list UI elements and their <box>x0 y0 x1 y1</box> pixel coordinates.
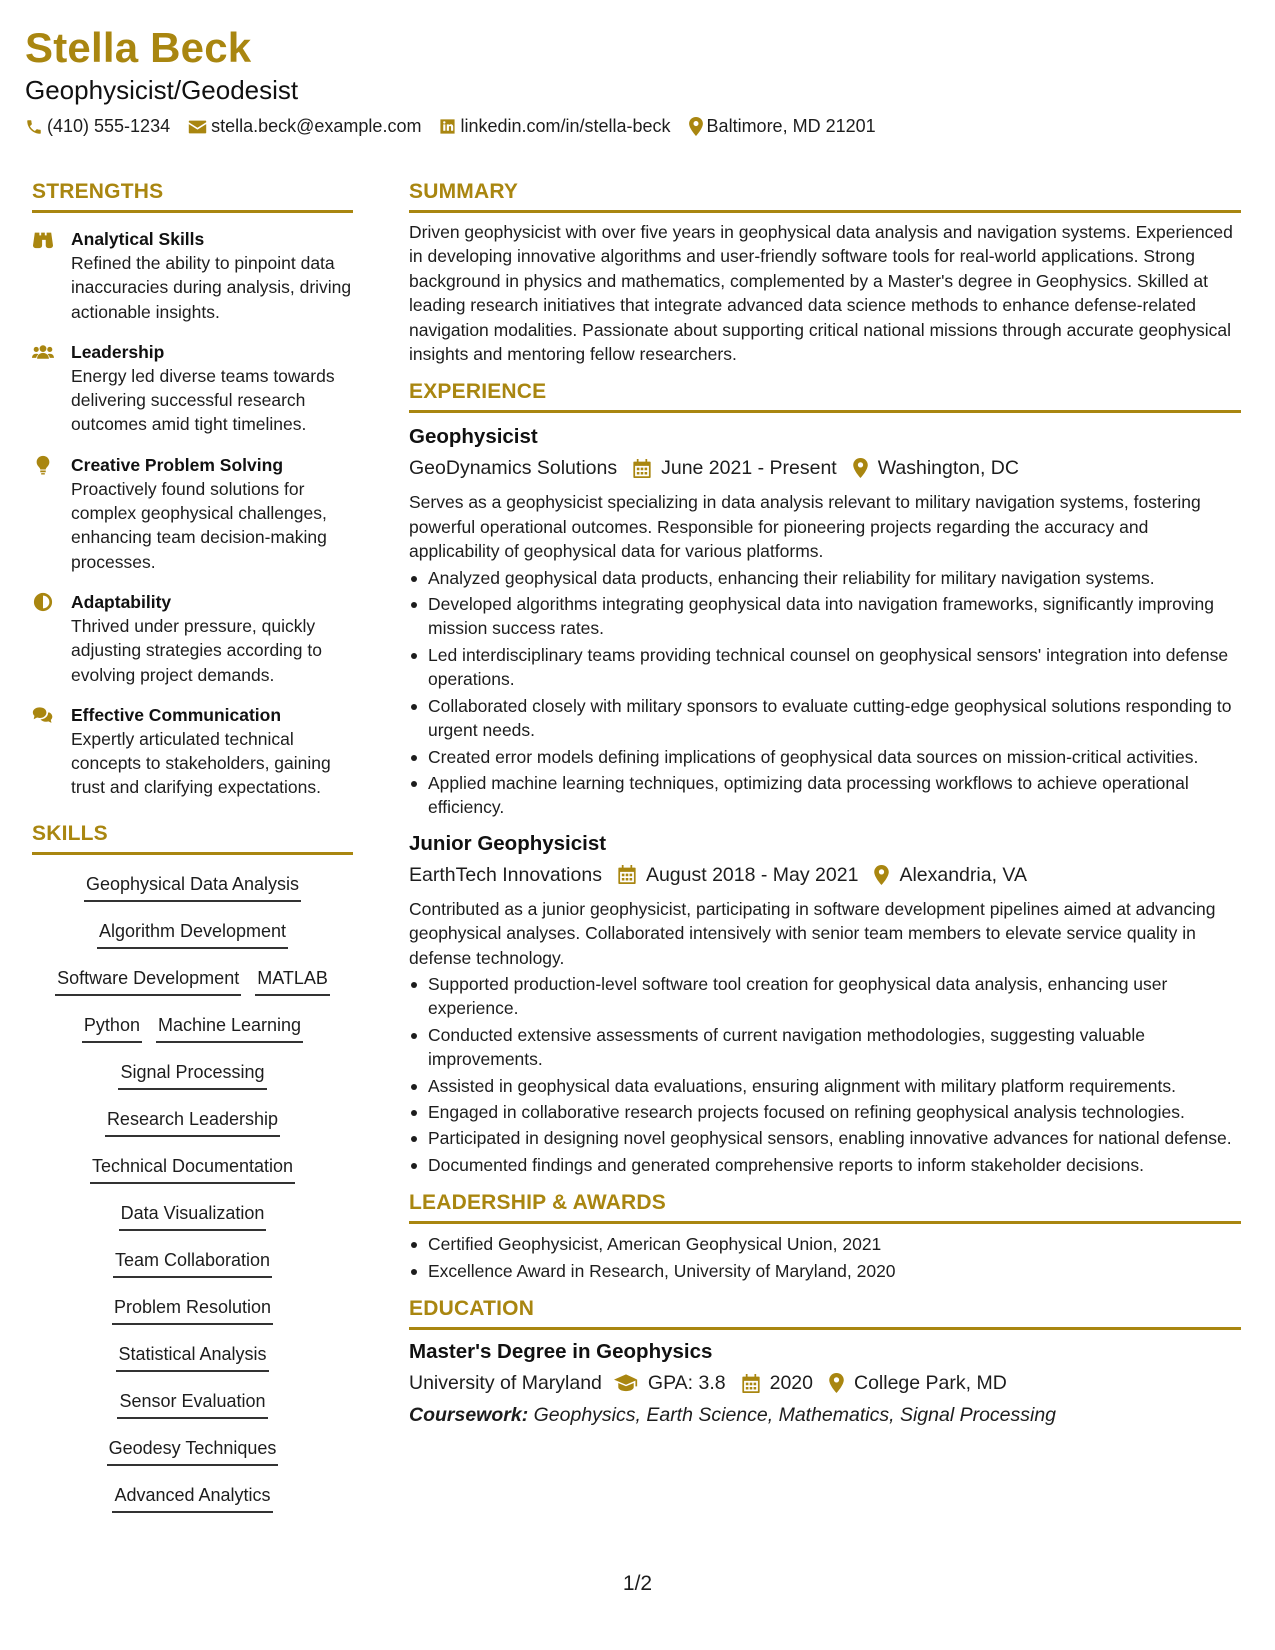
contact-bar <box>25 116 1245 137</box>
job-bullets <box>409 566 1241 820</box>
strength-desc: Expertly articulated technical concepts to stakeholders, gaining trust and clarifying expectations. <box>71 728 331 798</box>
section-divider <box>409 410 1241 413</box>
left-column <box>32 180 353 1523</box>
skill-tag: Python <box>82 1009 142 1043</box>
map-marker-icon <box>829 1373 844 1393</box>
strength-desc: Refined the ability to pinpoint data inaccuracies during analysis, driving actionable insights. <box>71 253 352 322</box>
job-location: Washington, DC <box>877 457 1019 480</box>
strength-item <box>32 227 353 324</box>
job-description: Serves as a geophysicist specializing in data analysis relevant to military navigation systems, fostering powerful operational outcomes. Responsible for pioneering projects regarding the accuracy and applicability of geophysical data for various platforms. <box>409 492 1201 562</box>
section-divider <box>32 210 353 213</box>
section-divider <box>32 852 353 855</box>
job-entry <box>409 423 1241 819</box>
school-location: College Park, MD <box>853 1372 1007 1394</box>
skill-tag: Geodesy Techniques <box>107 1432 279 1466</box>
bullet-item: Supported production-level software tool creation for geophysical data analysis, enhancing user experience. <box>409 972 1241 1021</box>
award-item: Certified Geophysicist, American Geophysical Union, 2021 <box>409 1232 1241 1256</box>
job-title: Geophysicist <box>409 425 538 449</box>
job-company: GeoDynamics Solutions <box>409 457 618 480</box>
envelope-icon <box>188 119 207 135</box>
contact-phone[interactable] <box>25 116 170 137</box>
bullet-item: Engaged in collaborative research projects focused on refining geophysical analysis technologies. <box>409 1100 1241 1124</box>
education-section <box>409 1297 1241 1429</box>
skills-heading: SKILLS <box>32 821 108 845</box>
contact-linkedin[interactable] <box>439 116 670 137</box>
degree-title: Master's Degree in Geophysics <box>409 1340 713 1363</box>
section-divider <box>409 210 1241 213</box>
graduation-year: 2020 <box>769 1372 813 1394</box>
bullet-item: Applied machine learning techniques, optimizing data processing workflows to achieve operational efficiency. <box>409 771 1241 820</box>
skill-tag: Problem Resolution <box>112 1291 273 1325</box>
skill-tag: Sensor Evaluation <box>117 1385 267 1419</box>
phone-icon <box>25 118 43 136</box>
job-description: Contributed as a junior geophysicist, participating in software development pipelines aimed at advancing geophysical analyses. Collaborated intensively with senior team members to elevate service quality in defense technology. <box>409 898 1216 968</box>
bullet-item: Analyzed geophysical data products, enhancing their reliability for military navigation systems. <box>409 566 1241 590</box>
phone-text: (410) 555-1234 <box>47 116 171 136</box>
skill-tag: Advanced Analytics <box>112 1479 272 1513</box>
skill-tag: Statistical Analysis <box>116 1338 268 1372</box>
bullet-item: Assisted in geophysical data evaluations, ensuring alignment with military platform requirements. <box>409 1074 1241 1098</box>
skill-tag: Signal Processing <box>118 1056 266 1090</box>
calendar-icon <box>742 1374 760 1393</box>
awards-section <box>409 1191 1241 1283</box>
candidate-title: Geophysicist/Geodesist <box>25 75 299 105</box>
bullet-item: Documented findings and generated comprehensive reports to inform stakeholder decisions. <box>409 1153 1241 1177</box>
summary-section <box>409 180 1241 366</box>
strength-desc: Energy led diverse teams towards delivering successful research outcomes amid tight timelines. <box>71 365 335 435</box>
skill-tag: Data Visualization <box>119 1197 267 1231</box>
bullet-item: Collaborated closely with military sponsors to evaluate cutting-edge geophysical solutions responding to urgent needs. <box>409 694 1241 743</box>
bullet-item: Created error models defining implications of geophysical data sources on mission-critical activities. <box>409 745 1241 769</box>
map-marker-icon <box>874 865 889 885</box>
skill-tag: Machine Learning <box>156 1009 303 1043</box>
school-name: University of Maryland <box>409 1372 602 1394</box>
bullet-item: Developed algorithms integrating geophysical data into navigation frameworks, significantly improving mission success rates. <box>409 592 1241 641</box>
bullet-item: Led interdisciplinary teams providing technical counsel on geophysical sensors' integration into defense operations. <box>409 643 1241 692</box>
bullet-item: Conducted extensive assessments of current navigation methodologies, suggesting valuable improvements. <box>409 1023 1241 1072</box>
awards-heading: LEADERSHIP & AWARDS <box>409 1191 666 1215</box>
strength-item <box>32 340 353 437</box>
job-bullets <box>409 972 1241 1177</box>
job-title: Junior Geophysicist <box>409 831 607 855</box>
awards-list <box>409 1232 1241 1283</box>
job-dates: June 2021 - Present <box>661 457 837 480</box>
skill-tag: Technical Documentation <box>90 1150 295 1184</box>
half-circle-icon <box>32 592 54 612</box>
skill-tag: Team Collaboration <box>113 1244 272 1278</box>
bullet-item: Participated in designing novel geophysical sensors, enabling innovative advances for national defense. <box>409 1126 1241 1150</box>
calendar-icon <box>633 459 651 478</box>
experience-heading: EXPERIENCE <box>409 380 547 404</box>
job-meta <box>409 861 1241 889</box>
job-entry <box>409 830 1241 1177</box>
job-dates: August 2018 - May 2021 <box>645 863 859 886</box>
strength-item <box>32 703 353 800</box>
strength-desc: Proactively found solutions for complex geophysical challenges, enhancing team decision-making processes. <box>71 478 327 572</box>
graduation-cap-icon <box>614 1374 638 1392</box>
summary-heading: SUMMARY <box>409 180 519 203</box>
calendar-icon <box>618 865 636 884</box>
linkedin-icon <box>439 118 456 135</box>
resume-header <box>25 22 1245 137</box>
strengths-section <box>32 180 353 800</box>
strength-name: Analytical Skills <box>71 229 205 249</box>
strength-name: Effective Communication <box>71 704 282 725</box>
education-meta <box>409 1369 1241 1397</box>
strength-item <box>32 453 353 574</box>
contact-location <box>689 116 876 137</box>
skill-tag: Research Leadership <box>105 1103 280 1137</box>
location-text: Baltimore, MD 21201 <box>706 116 876 136</box>
skills-list <box>32 865 353 1523</box>
candidate-name: Stella Beck <box>25 24 252 71</box>
job-company: EarthTech Innovations <box>409 863 602 886</box>
map-marker-icon <box>853 458 868 478</box>
skill-tag: Algorithm Development <box>97 915 288 949</box>
contact-email[interactable] <box>188 116 421 137</box>
users-icon <box>32 342 54 362</box>
job-meta <box>409 454 1241 482</box>
coursework-line <box>409 1401 1241 1429</box>
coursework-text: Geophysics, Earth Science, Mathematics, Signal Processing <box>533 1404 1057 1426</box>
award-item: Excellence Award in Research, University of Maryland, 2020 <box>409 1259 1241 1283</box>
lightbulb-icon <box>32 455 54 475</box>
strength-name: Adaptability <box>71 591 172 612</box>
strength-item <box>32 590 353 687</box>
right-column <box>409 180 1241 1429</box>
email-text: stella.beck@example.com <box>211 116 422 136</box>
skill-tag: Software Development <box>55 962 241 996</box>
experience-section <box>409 380 1241 1177</box>
strength-desc: Thrived under pressure, quickly adjusting strategies according to evolving project demands. <box>71 615 322 685</box>
gpa-text: GPA: 3.8 <box>647 1372 726 1394</box>
binoculars-icon <box>32 229 54 249</box>
skills-section <box>32 822 353 1523</box>
job-location: Alexandria, VA <box>899 863 1027 886</box>
section-divider <box>409 1221 1241 1224</box>
education-heading: EDUCATION <box>409 1297 535 1320</box>
strengths-heading: STRENGTHS <box>32 180 164 203</box>
section-divider <box>409 1327 1241 1330</box>
map-marker-icon <box>689 117 703 136</box>
linkedin-text: linkedin.com/in/stella-beck <box>460 116 671 136</box>
skill-tag: Geophysical Data Analysis <box>84 868 301 902</box>
strength-name: Leadership <box>71 341 165 362</box>
summary-text: Driven geophysicist with over five years in geophysical data analysis and navigation systems. Experienced in developing innovative algorithms and user-friendly software tools for real-world applications. Strong background in physics and mathematics, complemented by a Master's degree in Geophysics. Skilled at leading research initiatives that integrate advanced data science methods to enhance defense-related navigation modalities. Passionate about supporting critical national missions through accurate geophysical insights and mentoring fellow researchers. <box>409 222 1233 365</box>
skill-tag: MATLAB <box>255 962 330 996</box>
strength-name: Creative Problem Solving <box>71 454 284 475</box>
comments-icon <box>32 705 54 725</box>
coursework-label: Coursework: <box>409 1404 529 1426</box>
page-number: 1/2 <box>622 1572 653 1595</box>
